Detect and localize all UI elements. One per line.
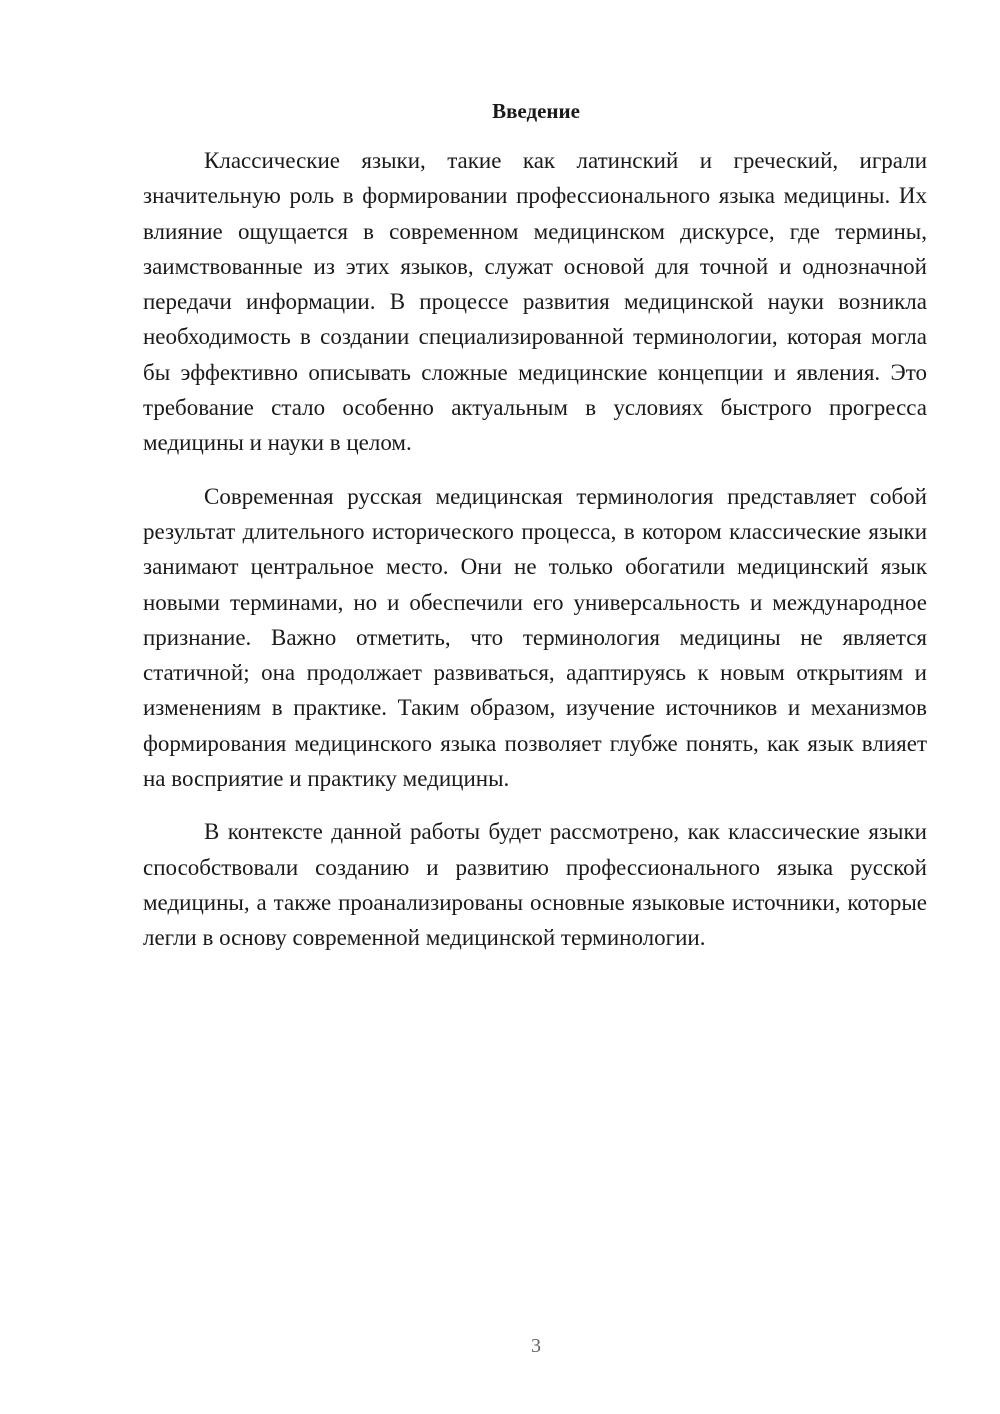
body-text xyxy=(143,143,927,974)
paragraph-3: В контексте данной работы будет рассмотрено, как классические языки способствовали созданию и развитию профессионального языка русской медицины, а также проанализированы основные языковые источники, которые легли в основу современной медицинской терминологии. xyxy=(143,819,927,951)
page-number: 3 xyxy=(531,1335,541,1357)
section-title: Введение xyxy=(492,99,580,123)
paragraph-2: Современная русская медицинская терминология представляет собой результат длительного исторического процесса, в котором классические языки занимают центральное место. Они не только обогатили медицинский язык новыми терминами, но и обеспечили его универсальность и международное признание. Важно отметить, что терминология медицины не является статичной; она продолжает развиваться, адаптируясь к новым открытиям и изменениям в практике. Таким образом, изучение источников и механизмов формирования медицинского языка позволяет глубже понять, как язык влияет на восприятие и практику медицины. xyxy=(143,483,927,792)
paragraph-1: Классические языки, такие как латинский и греческий, играли значительную роль в формировании профессионального языка медицины. Их влияние ощущается в современном медицинском дискурсе, где термины, заимствованные из этих языков, служат основой для точной и однозначной передачи информации. В процессе развития медицинской науки возникла необходимость в создании специализированной терминологии, которая могла бы эффективно описывать сложные медицинские концепции и явления. Это требование стало особенно актуальным в условиях быстрого прогресса медицины и науки в целом. xyxy=(143,148,927,456)
